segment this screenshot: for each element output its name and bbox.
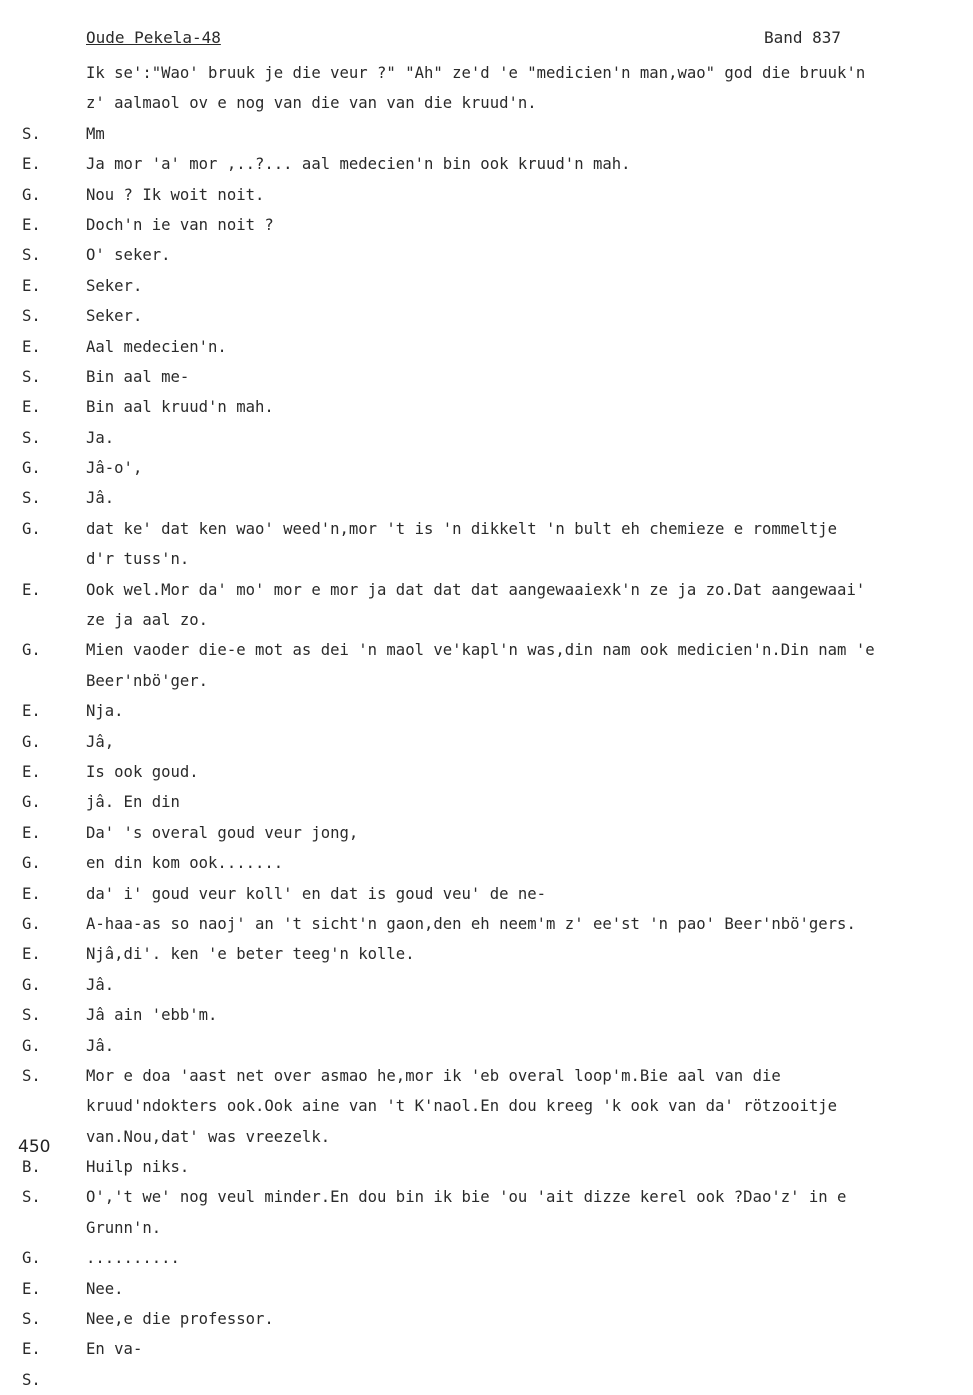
speaker-label: E. [22, 884, 41, 903]
speaker-label: G. [22, 459, 41, 478]
speaker-label: S. [22, 428, 41, 447]
transcript-line [0, 1000, 973, 1030]
speaker-label: E. [22, 155, 41, 174]
utterance-text: Huilp niks. [86, 1158, 190, 1177]
transcript-line [0, 544, 973, 574]
transcript-line [0, 1182, 973, 1212]
speaker-label: E. [22, 945, 41, 964]
document-title: Oude Pekela-48 [86, 28, 221, 47]
band-number: Band 837 [764, 28, 842, 47]
utterance-text: Bin aal me- [86, 367, 190, 386]
transcript-line [0, 848, 973, 878]
utterance-text: z' aalmaol ov e nog van die van van die kruud'n. [86, 94, 537, 113]
transcript-line [0, 149, 973, 179]
margin-line-number: 450 [18, 1137, 51, 1157]
speaker-label: S. [22, 489, 41, 508]
transcript-line [0, 666, 973, 696]
transcript-lines [0, 58, 973, 1395]
utterance-text: Jâ-o', [86, 459, 143, 478]
utterance-text: Njâ,di'. ken 'e beter teeg'n kolle. [86, 945, 415, 964]
transcript-line [0, 1274, 973, 1304]
utterance-text: Beer'nbö'ger. [86, 671, 209, 690]
transcript-line [0, 332, 973, 362]
speaker-label: G. [22, 1249, 41, 1268]
speaker-label: S. [22, 1066, 41, 1085]
transcript-line [0, 939, 973, 969]
speaker-label: S. [22, 367, 41, 386]
page-header [0, 28, 973, 54]
transcript-line [0, 1304, 973, 1334]
utterance-text: Seker. [86, 276, 143, 295]
transcript-line [0, 1061, 973, 1091]
speaker-label: E. [22, 398, 41, 417]
speaker-label: G. [22, 185, 41, 204]
speaker-label: E. [22, 762, 41, 781]
transcript-line [0, 392, 973, 422]
transcript-line [0, 423, 973, 453]
speaker-label: S. [22, 307, 41, 326]
speaker-label: S. [22, 1310, 41, 1329]
transcript-line [0, 1365, 973, 1395]
speaker-label: S. [22, 124, 41, 143]
transcript-line [0, 1122, 973, 1152]
utterance-text: Ook wel.Mor da' mo' mor e mor ja dat dat dat aangewaaiexk'n ze ja zo.Dat aangewaai' [86, 580, 866, 599]
transcript-line [0, 58, 973, 88]
utterance-text: en din kom ook....... [86, 854, 284, 873]
transcript-line [0, 727, 973, 757]
utterance-text: da' i' goud veur koll' en dat is goud veu' de ne- [86, 884, 547, 903]
utterance-text: Seker. [86, 307, 143, 326]
transcript-line [0, 696, 973, 726]
utterance-text: Ik se':"Wao' bruuk je die veur ?" "Ah" ze'd 'e "medicien'n man,wao" god die bruuk'n [86, 64, 866, 82]
speaker-label: S. [22, 1006, 41, 1025]
transcript-line [0, 301, 973, 331]
speaker-label: E. [22, 337, 41, 356]
transcript-line [0, 605, 973, 635]
utterance-text: jâ. En din [86, 793, 180, 812]
speaker-label: E. [22, 276, 41, 295]
transcript-line [0, 879, 973, 909]
speaker-label: G. [22, 732, 41, 751]
utterance-text: Bin aal kruud'n mah. [86, 398, 274, 417]
utterance-text: Mien vaoder die-e mot as dei 'n maol ve'kapl'n was,din nam ook medicien'n.Din nam 'e [86, 641, 875, 660]
speaker-label: S. [22, 1370, 41, 1389]
utterance-text: Aal medecien'n. [86, 337, 227, 356]
utterance-text: van.Nou,dat' was vreezelk. [86, 1127, 331, 1146]
transcript-line [0, 1213, 973, 1243]
transcript-line [0, 362, 973, 392]
transcript-line [0, 483, 973, 513]
utterance-text: O','t we' nog veul minder.En dou bin ik bie 'ou 'ait dizze kerel ook ?Dao'z' in e [86, 1188, 847, 1207]
speaker-label: E. [22, 1340, 41, 1359]
transcript-line [0, 818, 973, 848]
transcript-line [0, 575, 973, 605]
speaker-label: E. [22, 1279, 41, 1298]
utterance-text: Nee. [86, 1279, 124, 1298]
speaker-label: S. [22, 246, 41, 265]
utterance-text: Nee,e die professor. [86, 1310, 274, 1329]
utterance-text: .......... [86, 1249, 180, 1268]
speaker-label: G. [22, 641, 41, 660]
utterance-text: Ja mor 'a' mor ,..?... aal medecien'n bin ook kruud'n mah. [86, 155, 631, 174]
utterance-text: Jâ. [86, 975, 115, 994]
speaker-label: G. [22, 793, 41, 812]
transcript-line [0, 453, 973, 483]
utterance-text: En va- [86, 1340, 143, 1359]
speaker-label: E. [22, 580, 41, 599]
transcript-line [0, 514, 973, 544]
transcript-line [0, 271, 973, 301]
transcript-line [0, 757, 973, 787]
transcript-line [0, 909, 973, 939]
speaker-label: E. [22, 823, 41, 842]
speaker-label: G. [22, 1036, 41, 1055]
transcript-line [0, 1334, 973, 1364]
speaker-label: G. [22, 975, 41, 994]
transcript-line [0, 240, 973, 270]
transcript-line [0, 1031, 973, 1061]
transcript-line [0, 635, 973, 665]
utterance-text: kruud'ndokters ook.Ook aine van 't K'naol.En dou kreeg 'k ook van da' rötzooitje [86, 1097, 838, 1116]
utterance-text: Jâ, [86, 732, 115, 751]
transcript-line [0, 787, 973, 817]
speaker-label: G. [22, 519, 41, 538]
transcript-line [0, 1152, 973, 1182]
utterance-text: Mor e doa 'aast net over asmao he,mor ik 'eb overal loop'm.Bie aal van die [86, 1066, 781, 1085]
utterance-text: Nou ? Ik woit noit. [86, 185, 265, 204]
utterance-text: Da' 's overal goud veur jong, [86, 823, 359, 842]
utterance-text: Doch'n ie van noit ? [86, 215, 274, 234]
speaker-label: E. [22, 215, 41, 234]
transcript-line [0, 970, 973, 1000]
utterance-text: Grunn'n. [86, 1218, 162, 1237]
transcript-line [0, 88, 973, 118]
speaker-label: S. [22, 1188, 41, 1207]
utterance-text: Ja. [86, 428, 115, 447]
speaker-label: G. [22, 914, 41, 933]
utterance-text: dat ke' dat ken wao' weed'n,mor 't is 'n dikkelt 'n bult eh chemieze e rommeltje [86, 519, 838, 538]
transcript-line [0, 1243, 973, 1273]
utterance-text: d'r tuss'n. [86, 550, 190, 569]
utterance-text: A-haa-as so naoj' an 't sicht'n gaon,den eh neem'm z' ee'st 'n pao' Beer'nbö'gers. [86, 914, 856, 933]
utterance-text: Jâ. [86, 1036, 115, 1055]
utterance-text: Jâ. [86, 489, 115, 508]
transcript-line [0, 1091, 973, 1121]
utterance-text: Is ook goud. [86, 762, 199, 781]
speaker-label: G. [22, 854, 41, 873]
utterance-text: ze ja aal zo. [86, 611, 209, 630]
utterance-text: Mm [86, 124, 105, 143]
transcript-line [0, 119, 973, 149]
transcript-line [0, 180, 973, 210]
speaker-label: E. [22, 702, 41, 721]
utterance-text: Nja. [86, 702, 124, 721]
transcript-line [0, 210, 973, 240]
utterance-text: O' seker. [86, 246, 171, 265]
utterance-text: Jâ ain 'ebb'm. [86, 1006, 218, 1025]
speaker-label: B. [22, 1158, 41, 1177]
